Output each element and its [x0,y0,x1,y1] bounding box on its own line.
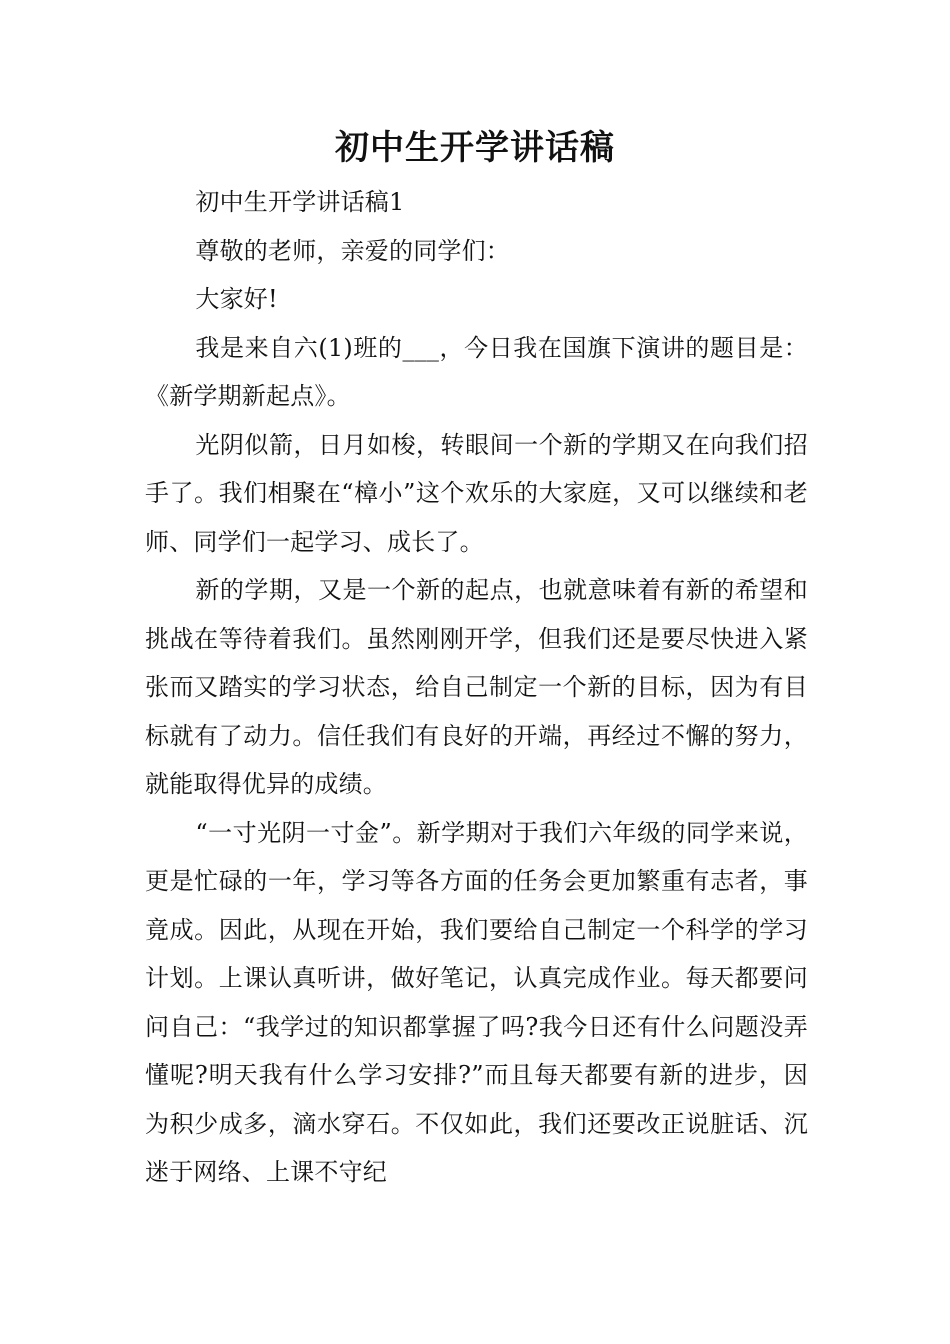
paragraph-greeting: 大家好! [195,285,278,313]
document-body [145,178,808,1197]
paragraph-intro: 我是来自六(1)班的___，今日我在国旗下演讲的题目是：《新学期新起点》。 [145,333,808,410]
paragraph-heading: 初中生开学讲话稿1 [195,188,405,216]
paragraph-body-2: 新的学期，又是一个新的起点，也就意味着有新的希望和挑战在等待着我们。虽然刚刚开学，但我们还是要尽快进入紧张而又踏实的学习状态，给自己制定一个新的目标，因为有目标就有了动力。信任我们有良好的开端，再经过不懈的努力，就能取得优异的成绩。 [145,576,808,798]
paragraph-salutation: 尊敬的老师，亲爱的同学们： [195,236,510,265]
document-title: 初中生开学讲话稿 [335,128,615,168]
paragraph-body-1: 光阴似箭，日月如梭，转眼间一个新的学期又在向我们招手了。我们相聚在“樟小”这个欢乐的大家庭，又可以继续和老师、同学们一起学习、成长了。 [145,430,808,556]
paragraph-body-3: “一寸光阴一寸金”。新学期对于我们六年级的同学来说，更是忙碌的一年，学习等各方面的任务会更加繁重有志者，事竟成。因此，从现在开始，我们要给自己制定一个科学的学习计划。上课认真听讲，做好笔记，认真完成作业。每天都要问问自己：“我学过的知识都掌握了吗?我今日还有什么问题没弄懂呢?明天我有什么学习安排?”而且每天都要有新的进步，因为积少成多，滴水穿石。不仅如此，我们还要改正说脏话、沉迷于网络、上课不守纪 [145,818,808,1186]
